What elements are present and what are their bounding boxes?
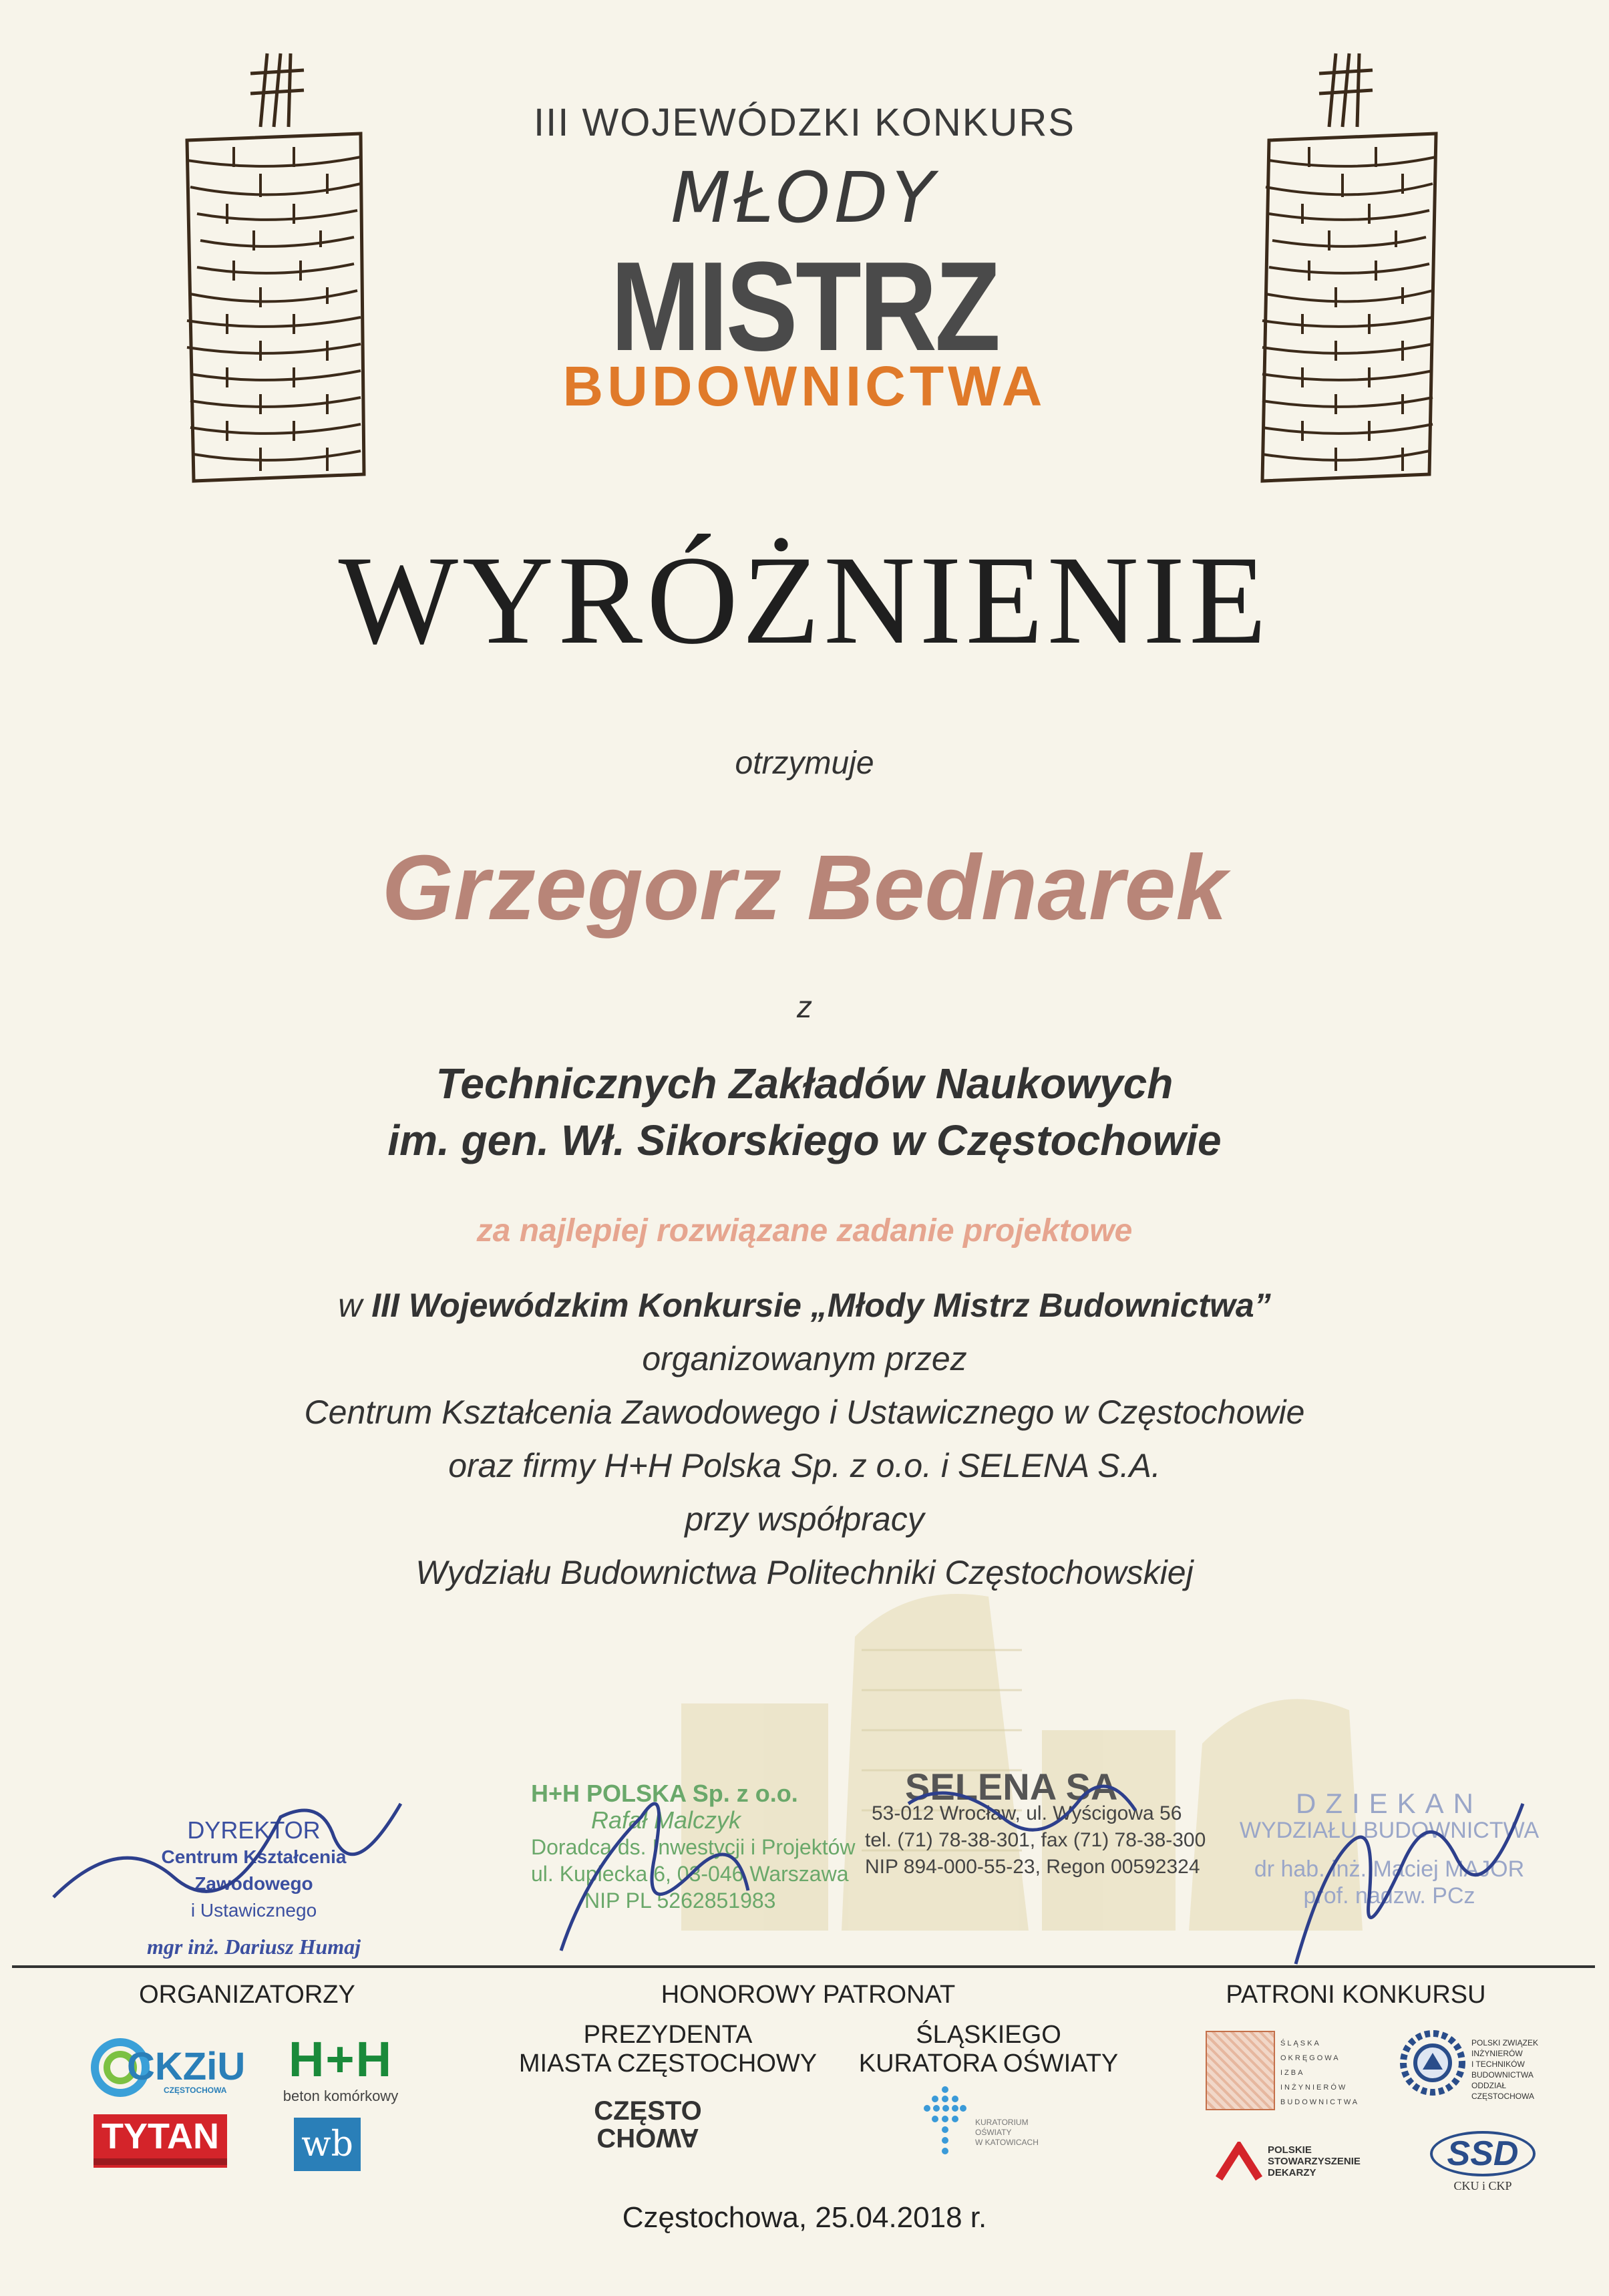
selena-stamp-line2: tel. (71) 78-38-301, fax (71) 78-38-300	[865, 1829, 1206, 1851]
psd-logo	[1216, 2138, 1389, 2191]
ssd-logo-text: SSD	[1430, 2131, 1536, 2176]
director-stamp-name: mgr inż. Dariusz Humaj	[146, 1935, 361, 1959]
receives-label: otrzymuje	[735, 746, 874, 781]
kuratorium-logo-line1: KURATORIUM	[975, 2118, 1029, 2127]
silesian-chamber-text: ŚLĄSKA OKRĘGOWA IZBA INŻYNIERÓW BUDOWNICTWA	[1280, 2039, 1360, 2106]
certificate-title: WYRÓŻNIENIE	[338, 530, 1271, 671]
school-name-line1: Technicznych Zakładów Naukowych	[435, 1059, 1174, 1108]
organizers-heading: ORGANIZATORZY	[139, 1981, 355, 2009]
hh-stamp-line1: Doradca ds. Inwestycji i Projektów	[531, 1835, 856, 1859]
body-line-1-prefix: w	[338, 1287, 372, 1324]
honorary-curator-line1: ŚLĄSKIEGO	[916, 2021, 1061, 2049]
body-line-1	[0, 1286, 1609, 1325]
pzitb-text-line2: I TECHNIKÓW BUDOWNICTWA	[1471, 2060, 1534, 2080]
tytan-logo	[94, 2114, 227, 2168]
from-word: z	[797, 989, 812, 1024]
czestochowa-logo-line1: CZĘSTO	[594, 2096, 702, 2126]
hh-logo	[267, 2031, 414, 2104]
body-line-1-contest: III Wojewódzkim Konkursie „Młody Mistrz Budownictwa”	[371, 1287, 1271, 1324]
hh-stamp-name: Rafał Malczyk	[591, 1806, 741, 1834]
psd-text-line1: POLSKIE	[1268, 2144, 1312, 2156]
honorary-heading: HONOROWY PATRONAT	[661, 1981, 956, 2009]
pzitb-text-line3: ODDZIAŁ CZĘSTOCHOWA	[1471, 2081, 1535, 2101]
pzitb-logo	[1399, 2024, 1566, 2104]
silesian-chamber-mark-icon	[1206, 2031, 1275, 2110]
body-line-5: przy współpracy	[685, 1500, 924, 1538]
dean-stamp-title: DZIEKAN	[1295, 1788, 1483, 1819]
body-line-4: oraz firmy H+H Polska Sp. z o.o. i SELENA S.A.	[448, 1447, 1161, 1484]
dean-stamp-line3: prof. nadzw. PCz	[1303, 1883, 1475, 1909]
tytan-logo-text: TYTAN	[102, 2116, 219, 2156]
issue-place-date: Częstochowa, 25.04.2018 r.	[622, 2201, 987, 2234]
selena-stamp-company: SELENA SA	[905, 1766, 1118, 1808]
ckziu-logo-text: CKZiU	[127, 2045, 246, 2088]
selena-stamp-line1: 53-012 Wrocław, ul. Wyścigowa 56	[872, 1802, 1182, 1824]
contest-subtitle: III WOJEWÓDZKI KONKURS	[534, 101, 1075, 144]
body-line-3: Centrum Kształcenia Zawodowego i Ustawicznego w Częstochowie	[304, 1393, 1305, 1431]
contest-logo-mlody: MŁODY	[671, 157, 938, 238]
director-signature-icon	[40, 1777, 414, 1924]
body-line-6: Wydziału Budownictwa Politechniki Częstochowskiej	[415, 1554, 1194, 1591]
hh-logo-text: H+H	[288, 2031, 393, 2087]
contest-logo-mistrz: MISTRZ	[610, 236, 999, 377]
honorary-curator	[842, 2021, 1135, 2078]
czestochowa-logo	[581, 2098, 715, 2151]
hh-stamp-company: H+H POLSKA Sp. z o.o.	[531, 1780, 798, 1807]
footer-divider	[12, 1965, 1595, 1968]
czestochowa-logo-line2: CHOWA	[596, 2123, 699, 2152]
psd-roof-icon	[1216, 2142, 1262, 2182]
pzitb-text-line1: POLSKI ZWIĄZEK INŻYNIERÓW	[1471, 2038, 1539, 2058]
director-stamp-line2: i Ustawicznego	[190, 1900, 317, 1921]
ckziu-logo-sub: CZĘSTOCHOWA	[164, 2086, 227, 2095]
school-name-line2: im. gen. Wł. Sikorskiego w Częstochowie	[387, 1116, 1222, 1164]
kuratorium-logo-line3: W KATOWICACH	[975, 2138, 1039, 2147]
director-stamp-line1: Centrum Kształcenia Zawodowego	[161, 1846, 347, 1894]
dean-stamp-line2: dr hab. inż. Maciej MAJOR	[1254, 1856, 1525, 1882]
kuratorium-logo-line2: OŚWIATY	[975, 2128, 1012, 2137]
psd-text-line3: DEKARZY	[1268, 2167, 1316, 2178]
selena-stamp-line3: NIP 894-000-55-23, Regon 00592324	[865, 1856, 1200, 1878]
hh-logo-sub: beton komórkowy	[283, 2088, 399, 2104]
wb-logo	[294, 2118, 361, 2171]
patrons-heading: PATRONI KONKURSU	[1226, 1981, 1486, 2009]
kuratorium-dots-icon	[922, 2084, 968, 2158]
honorary-mayor-line2: MIASTA CZĘSTOCHOWY	[518, 2049, 818, 2078]
honorary-mayor-line1: PREZYDENTA	[583, 2021, 753, 2049]
cku-logo-text: CKU i CKP	[1453, 2179, 1512, 2192]
hh-stamp-line3: NIP PL 5262851983	[584, 1889, 776, 1913]
ckziu-logo	[90, 2037, 246, 2098]
dean-stamp-line1: WYDZIAŁU BUDOWNICTWA	[1239, 1818, 1540, 1843]
honorary-mayor	[481, 2021, 855, 2078]
recipient-name: Grzegorz Bednarek	[381, 836, 1228, 939]
contest-logo-budownictwa: BUDOWNICTWA	[562, 355, 1047, 418]
ssd-logo	[1416, 2131, 1550, 2198]
kuratorium-logo	[922, 2084, 1069, 2158]
silesian-chamber-logo	[1206, 2031, 1366, 2111]
body-line-2: organizowanym przez	[642, 1340, 967, 1377]
hh-stamp-line2: ul. Kupiecka 6, 03-046 Warszawa	[531, 1862, 849, 1886]
psd-text-line2: STOWARZYSZENIE	[1268, 2156, 1361, 2167]
director-stamp-title: DYREKTOR	[187, 1816, 321, 1844]
wb-logo-text: wb	[301, 2124, 353, 2164]
honorary-curator-line2: KURATORA OŚWIATY	[858, 2049, 1119, 2078]
award-reason: za najlepiej rozwiązane zadanie projektowe	[476, 1213, 1133, 1249]
hh-selena-signature-icon	[534, 1737, 1269, 1977]
pzitb-gear-icon	[1399, 2029, 1466, 2096]
dean-signature-icon	[1269, 1764, 1550, 1977]
